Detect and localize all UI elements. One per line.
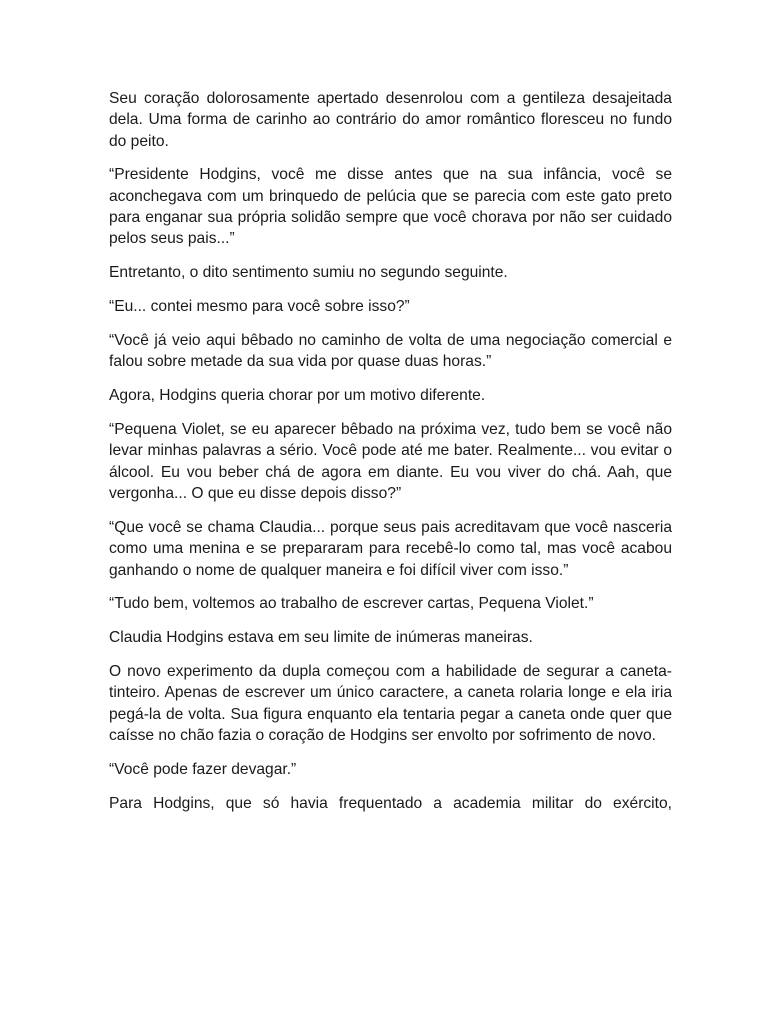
paragraph-13: Para Hodgins, que só havia frequentado a academia militar do exército, [109,794,672,812]
paragraph-4: “Eu... contei mesmo para você sobre isso?” [109,298,410,316]
document-page [109,88,672,814]
paragraph-5: “Você já veio aqui bêbado no caminho de volta de uma negociação comercial e falou sobre metade da sua vida por quase duas horas.” [109,332,672,371]
paragraph-6: Agora, Hodgins queria chorar por um motivo diferente. [109,387,486,405]
paragraph-7: “Pequena Violet, se eu aparecer bêbado na próxima vez, tudo bem se você não levar minhas palavras a sério. Você pode até me bater. Realmente... vou evitar o álcool. Eu vou beber chá de agora em diante. Eu vou viver do chá. Aah, que vergonha... O que eu disse depois disso?” [109,421,672,503]
paragraph-10: Claudia Hodgins estava em seu limite de inúmeras maneiras. [109,629,533,647]
paragraph-12: “Você pode fazer devagar.” [109,760,297,778]
paragraph-9: “Tudo bem, voltemos ao trabalho de escrever cartas, Pequena Violet.” [109,595,594,613]
paragraph-11: O novo experimento da dupla começou com a habilidade de segurar a caneta-tinteiro. Apenas de escrever um único caractere, a caneta rolaria longe e ela iria pegá-la de volta. Sua figura enquanto ela tentaria pegar a caneta onde quer que caísse no chão fazia o coração de Hodgins ser envolto por sofrimento de novo. [109,663,672,745]
paragraph-3: Entretanto, o dito sentimento sumiu no segundo seguinte. [109,264,508,282]
paragraph-1: Seu coração dolorosamente apertado desenrolou com a gentileza desajeitada dela. Uma forma de carinho ao contrário do amor romântico floresceu no fundo do peito. [109,90,672,150]
paragraph-8: “Que você se chama Claudia... porque seus pais acreditavam que você nasceria como uma menina e se prepararam para recebê-lo como tal, mas você acabou ganhando o nome de qualquer maneira e foi difícil viver com isso.” [109,518,672,579]
paragraph-2: “Presidente Hodgins, você me disse antes que na sua infância, você se aconchegava com um brinquedo de pelúcia que se parecia com este gato preto para enganar sua própria solidão sempre que você chorava por não ser cuidado pelos seus pais...” [109,166,672,248]
